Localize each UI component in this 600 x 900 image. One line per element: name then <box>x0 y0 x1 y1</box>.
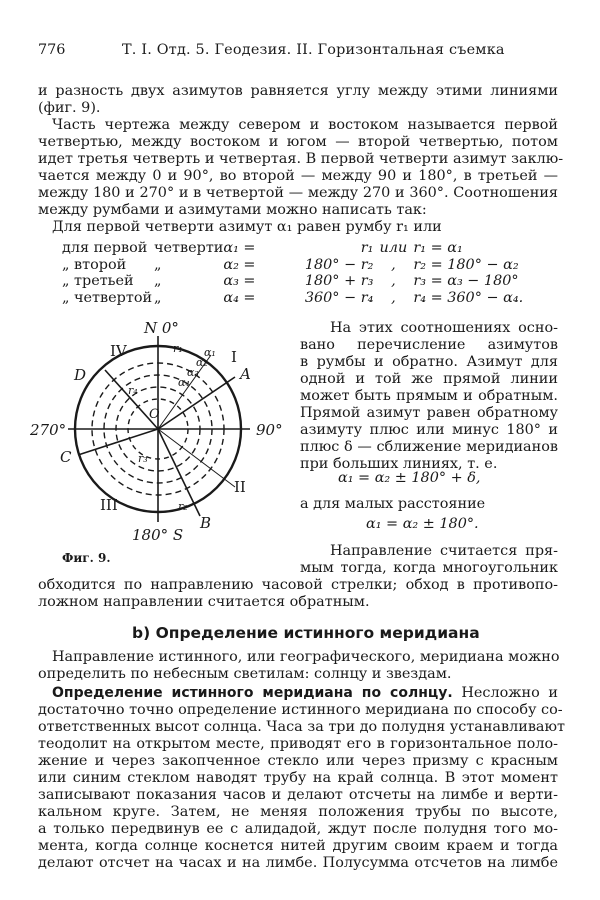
section-intro-line: определить по небесным светилам: солнцу и звездам. <box>38 666 452 682</box>
sun-line: жение и через закопченное стекло или через призму с красным <box>38 753 558 769</box>
right-column-line: плюс δ — сближение меридианов <box>300 439 558 455</box>
sun-line: Несложно и <box>461 685 558 701</box>
relation-quarter: „ четвертой <box>62 289 153 306</box>
formula-small-distance: α₁ = α₂ ± 180°. <box>366 516 479 532</box>
sun-line: или синим стеклом наводят трубу на край солнца. В этот момент <box>38 770 558 786</box>
intro-line: (фиг. 9). <box>38 100 101 116</box>
intro-line: между румбами и азимутами можно написать так: <box>38 202 427 218</box>
running-title: Т. I. Отд. 5. Геодезия. II. Горизонтальная съемка <box>122 42 505 58</box>
intro-line: между 180 и 270° и в четвертой — между 270 и 360°. Соотношения <box>38 185 558 201</box>
section-intro-line: Направление истинного, или географического, меридиана можно <box>52 649 560 665</box>
right-column-line: может быть прямым и обратным. <box>300 388 558 404</box>
alpha3-label: α₃ <box>187 366 199 379</box>
right-column-line: одной и той же прямой линии <box>300 371 558 387</box>
relation-alpha: α₃ = <box>223 273 256 290</box>
right-column-line: Прямой азимут равен обратному <box>300 405 558 421</box>
direction-line: ложном направлении считается обратным. <box>38 594 370 610</box>
relations-table <box>62 240 543 306</box>
sun-line: теодолит на открытом месте, приводят его в горизонтальное поло- <box>38 736 558 752</box>
rhumb-r2-label: r₂ <box>178 500 188 513</box>
right-column-line: при больших линиях, т. е. <box>300 456 498 472</box>
sun-paragraph-first-line <box>52 685 558 702</box>
sun-line: делают отсчет на часах и на лимбе. Полусумма отсчетов на лимбе <box>38 855 558 871</box>
quarter-II-label: II <box>234 478 246 496</box>
point-A-label: A <box>240 365 251 383</box>
figure-caption: Фиг. 9. <box>62 551 111 565</box>
sun-line: ответственных высот солнца. Часа за три до полудня устанавливают <box>38 719 565 735</box>
relation-row <box>62 273 543 290</box>
relation-word: „ <box>154 256 162 273</box>
sun-subtitle: Определение истинного меридиана по солнцу. <box>52 685 453 701</box>
south-label: 180° S <box>132 526 184 544</box>
relation-conj: , <box>391 256 396 273</box>
direction-line: обходится по направлению часовой стрелки; обход в противопо- <box>38 577 558 593</box>
rhumb-r1-label: r₁ <box>173 342 183 355</box>
point-D-label: D <box>74 366 87 384</box>
rhumb-r3-label: r₃ <box>138 452 148 465</box>
right-column-line: азимуту плюс или минус 180° и <box>300 422 558 438</box>
direction-line: мым тогда, когда многоугольник <box>300 560 558 576</box>
relation-word: четверти <box>154 240 224 257</box>
relation-alpha: α₁ = <box>223 240 256 257</box>
intro-line: идет третья четверть и четвертая. В первой четверти азимут заклю- <box>38 151 564 167</box>
section-title: b) Определение истинного меридиана <box>132 624 480 642</box>
relation-eq1: 360° − r₄ <box>304 289 374 306</box>
relation-conj: , <box>391 273 396 290</box>
relation-eq1: 180° − r₂ <box>304 256 374 273</box>
north-label: N 0° <box>144 322 179 337</box>
relation-eq2: r₁ = α₁ <box>413 240 463 257</box>
relation-eq2: r₃ = α₃ − 180° <box>413 273 519 290</box>
alpha2-label: α₂ <box>196 356 208 369</box>
intro-line: Часть чертежа между севером и востоком называется первой <box>52 117 558 133</box>
intro-line: чается между 0 и 90°, во второй — между 90 и 180°, в третьей — <box>38 168 558 184</box>
sun-line: мента, когда солнце коснется нитей другим своим краем и тогда <box>38 838 558 854</box>
direction-line: Направление считается пря- <box>330 543 558 559</box>
quarter-I-label: I <box>231 348 237 366</box>
rhumb-r4-label: r₄ <box>128 384 138 397</box>
relation-eq1: r₁ <box>360 240 374 257</box>
quarter-III-label: III <box>100 496 118 514</box>
point-C-label: C <box>60 448 72 466</box>
relation-eq2: r₂ = 180° − α₂ <box>413 256 519 273</box>
relation-eq2: r₄ = 360° − α₄. <box>413 289 524 306</box>
small-distance-text: а для малых расстояние <box>300 496 486 512</box>
azimuth-figure <box>28 322 290 544</box>
relation-alpha: α₄ = <box>223 289 256 306</box>
relation-quarter: „ третьей <box>62 273 134 290</box>
alpha1-label: α₁ <box>204 346 216 359</box>
point-B-label: B <box>200 514 212 532</box>
quarter-IV-label: IV <box>110 342 127 360</box>
formula-large-distance: α₁ = α₂ ± 180° + δ, <box>338 470 481 486</box>
relation-quarter: для первой <box>62 240 148 257</box>
page-number: 776 <box>38 42 66 58</box>
center-label: O <box>149 407 160 422</box>
relation-conj: или <box>379 240 408 257</box>
relation-word: „ <box>154 289 162 306</box>
alpha4-label: α₄ <box>178 376 190 389</box>
relation-word: „ <box>154 273 162 290</box>
intro-line: и разность двух азимутов равняется углу между этими линиями <box>38 83 558 99</box>
line-OII <box>158 429 235 487</box>
relation-eq1: 180° + r₃ <box>304 273 374 290</box>
west-label: 270° <box>30 421 67 439</box>
relation-row <box>62 257 543 274</box>
relation-row <box>62 240 543 257</box>
line-OA <box>158 377 235 429</box>
right-column-line: вано перечисление азимутов <box>300 337 558 353</box>
sun-line: достаточно точно определение истинного меридиана по способу со- <box>38 702 563 718</box>
relation-alpha: α₂ = <box>223 256 256 273</box>
relation-quarter: „ второй <box>62 256 127 273</box>
right-column-line: в румбы и обратно. Азимут для <box>300 354 558 370</box>
sun-line: а только передвинув ее с алидадой, ждут после полудня того мо- <box>38 821 558 837</box>
sun-line: кальном круге. Затем, не меняя положения трубы по высоте, <box>38 804 558 820</box>
east-label: 90° <box>256 421 283 439</box>
sun-line: записывают показания часов и делают отсчеты на лимбе и верти- <box>38 787 558 803</box>
intro-line: Для первой четверти азимут α₁ равен румбу r₁ или <box>52 219 442 235</box>
relation-row <box>62 290 543 307</box>
right-column-line: На этих соотношениях осно- <box>330 320 558 336</box>
relation-conj: , <box>391 289 396 306</box>
intro-line: четвертью, между востоком и югом — второй четвертью, потом <box>38 134 558 150</box>
